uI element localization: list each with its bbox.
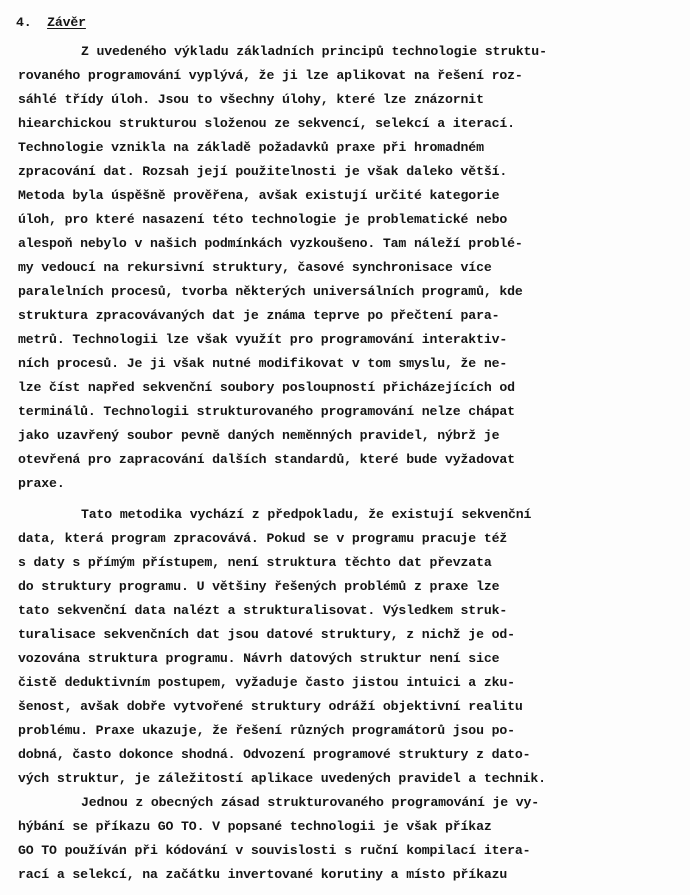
text-line: data, která program zpracovává. Pokud se v programu pracuje též (18, 531, 508, 546)
text-line: čistě deduktivním postupem, vyžaduje často jistou intuici a zku- (18, 675, 515, 690)
text-line: Technologie vznikla na základě požadavků praxe při hromadném (18, 140, 484, 155)
text-line: jako uzavřený soubor pevně daných neměnných pravidel, nýbrž je (18, 428, 500, 443)
text-line: šenost, avšak dobře vytvořené struktury odráží objektivní realitu (18, 699, 523, 714)
text-line: otevřená pro zapracování dalších standardů, které bude vyžadovat (18, 452, 515, 467)
text-line: Metoda byla úspěšně prověřena, avšak existují určité kategorie (18, 188, 500, 203)
text-line: hiearchickou strukturou složenou ze sekvencí, selekcí a iterací. (18, 116, 515, 131)
text-line: Jednou z obecných zásad strukturovaného programování je vy- (81, 795, 540, 810)
text-line: dobná, často dokonce shodná. Odvození programové struktury z dato- (18, 747, 531, 762)
section-heading (16, 11, 86, 35)
text-line: struktura zpracovávaných dat je známa teprve po přečtení para- (18, 308, 500, 323)
text-line: s daty s přímým přístupem, není struktura těchto dat převzata (18, 555, 492, 570)
text-line: lze číst napřed sekvenční soubory posloupností přicházejících od (18, 380, 515, 395)
text-line: tato sekvenční data nalézt a strukturalisovat. Výsledkem struk- (18, 603, 508, 618)
text-line: rovaného programování vyplývá, že ji lze aplikovat na řešení roz- (18, 68, 523, 83)
text-line: Tato metodika vychází z předpokladu, že existují sekvenční (81, 507, 532, 522)
text-line: turalisace sekvenčních dat jsou datové struktury, z nichž je od- (18, 627, 515, 642)
text-line: Z uvedeného výkladu základních principů technologie struktu- (81, 44, 547, 59)
text-line: GO TO používán při kódování v souvislosti s ruční kompilací itera- (18, 843, 531, 858)
text-line: paralelních procesů, tvorba některých universálních programů, kde (18, 284, 523, 299)
text-line: terminálů. Technologii strukturovaného programování nelze chápat (18, 404, 515, 419)
text-line: problému. Praxe ukazuje, že řešení různých programátorů jsou po- (18, 723, 515, 738)
text-line: my vedoucí na rekursivní struktury, časové synchronisace více (18, 260, 492, 275)
text-line: úloh, pro které nasazení této technologie je problematické nebo (18, 212, 508, 227)
text-line: rací a selekcí, na začátku invertované korutiny a místo příkazu (18, 867, 508, 882)
text-line: ních procesů. Je ji však nutné modifikovat v tom smyslu, že ne- (18, 356, 508, 371)
text-line: do struktury programu. U většiny řešených problémů z praxe lze (18, 579, 500, 594)
text-line: alespoň nebylo v našich podmínkách vyzkoušeno. Tam náleží problé- (18, 236, 523, 251)
text-line: zpracování dat. Rozsah její použitelnosti je však daleko větší. (18, 164, 508, 179)
section-title: Závěr (47, 15, 86, 30)
text-line: sáhlé třídy úloh. Jsou to všechny úlohy, které lze znázornit (18, 92, 484, 107)
section-number: 4. (16, 15, 32, 30)
text-line: metrů. Technologii lze však využít pro programování interaktiv- (18, 332, 508, 347)
text-line: hýbání se příkazu GO TO. V popsané technologii je však příkaz (18, 819, 492, 834)
text-line: praxe. (18, 476, 65, 491)
text-line: vých struktur, je záležitostí aplikace uvedených pravidel a technik. (18, 771, 546, 786)
text-line: vozována struktura programu. Návrh datových struktur není sice (18, 651, 500, 666)
